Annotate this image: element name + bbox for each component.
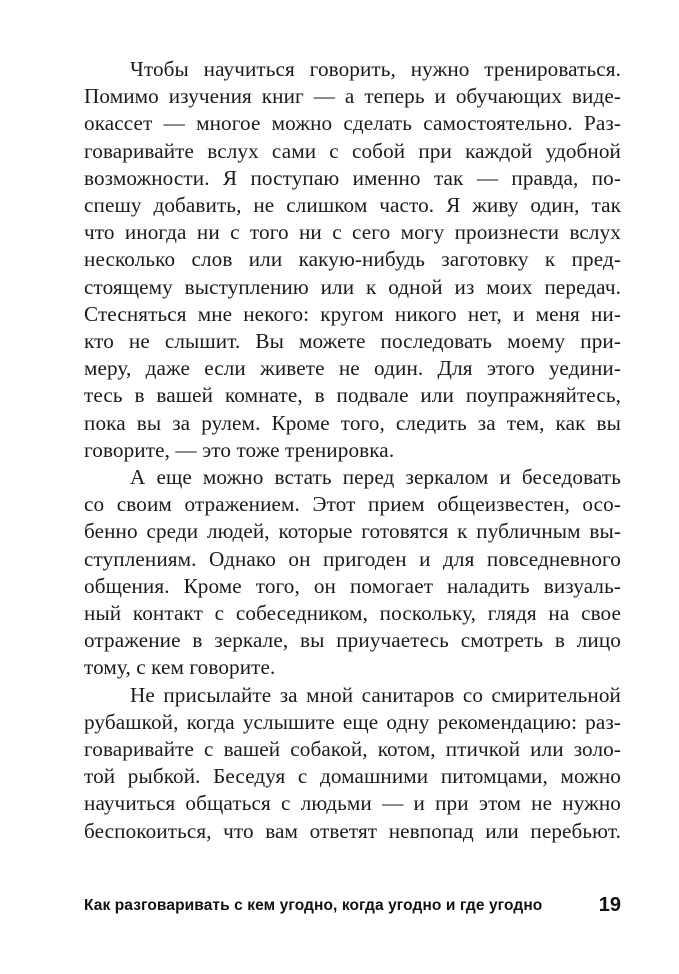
text-line: меру, даже если живете не один. Для этого уедини- <box>84 356 621 381</box>
text-line: общения. Кроме того, он помогает наладить визуаль- <box>84 573 621 598</box>
text-line: отражение в зеркале, вы приучаетесь смотреть в лицо <box>84 628 621 653</box>
text-line: Не присылайте за мной санитаров со смирительной <box>130 682 621 707</box>
page-body <box>84 56 621 845</box>
page-footer <box>84 894 621 923</box>
paragraph-3 <box>84 682 621 845</box>
paragraph-2 <box>84 464 621 682</box>
text-line: окассет — многое можно сделать самостоятельно. Раз- <box>84 111 621 136</box>
text-line: тесь в вашей комнате, в подвале или поупражняйтесь, <box>84 383 621 408</box>
text-line: Стесняться мне некого: кругом никого нет, и меня ни- <box>84 301 621 326</box>
text-line: спешу добавить, не слишком часто. Я живу один, так <box>84 193 621 218</box>
text-line: пока вы за рулем. Кроме того, следить за тем, как вы <box>84 410 621 435</box>
text-line: тому, с кем говорите. <box>84 655 276 680</box>
text-line: Помимо изучения книг — а теперь и обучающих виде- <box>84 84 621 109</box>
text-line: говорите, — это тоже тренировка. <box>84 437 395 462</box>
text-line: ный контакт с собеседником, поскольку, глядя на свое <box>84 601 621 626</box>
text-line: той рыбкой. Беседуя с домашними питомцами, можно <box>84 764 621 789</box>
text-line: говаривайте с вашей собакой, котом, птичкой или золо- <box>84 737 621 762</box>
text-line: беспокоиться, что вам ответят невпопад или перебьют. <box>84 818 621 843</box>
text-line: со своим отражением. Этот прием общеизвестен, осо- <box>84 492 621 517</box>
text-line: несколько слов или какую-нибудь заготовку к пред- <box>84 247 621 272</box>
running-title: Как разговаривать с кем угодно, когда угодно и где угодно <box>84 897 543 914</box>
text-line: возможности. Я поступаю именно так — правда, по- <box>84 165 621 190</box>
text-line: говаривайте вслух сами с собой при каждой удобной <box>84 138 621 163</box>
text-line: рубашкой, когда услышите еще одну рекомендацию: раз- <box>84 709 621 734</box>
paragraph-1 <box>84 56 621 464</box>
text-line: А еще можно встать перед зеркалом и беседовать <box>130 465 621 490</box>
text-line: стоящему выступлению или к одной из моих передач. <box>84 274 621 299</box>
text-line: научиться общаться с людьми — и при этом не нужно <box>84 791 621 816</box>
text-line: кто не слышит. Вы можете последовать моему при- <box>84 329 621 354</box>
text-line: бенно среди людей, которые готовятся к публичным вы- <box>84 519 621 544</box>
text-line: ступлениям. Однако он пригоден и для повседневного <box>84 546 621 571</box>
text-line: что иногда ни с того ни с сего могу произнести вслух <box>84 220 621 245</box>
page-number: 19 <box>598 894 621 916</box>
text-line: Чтобы научиться говорить, нужно тренироваться. <box>130 57 621 81</box>
